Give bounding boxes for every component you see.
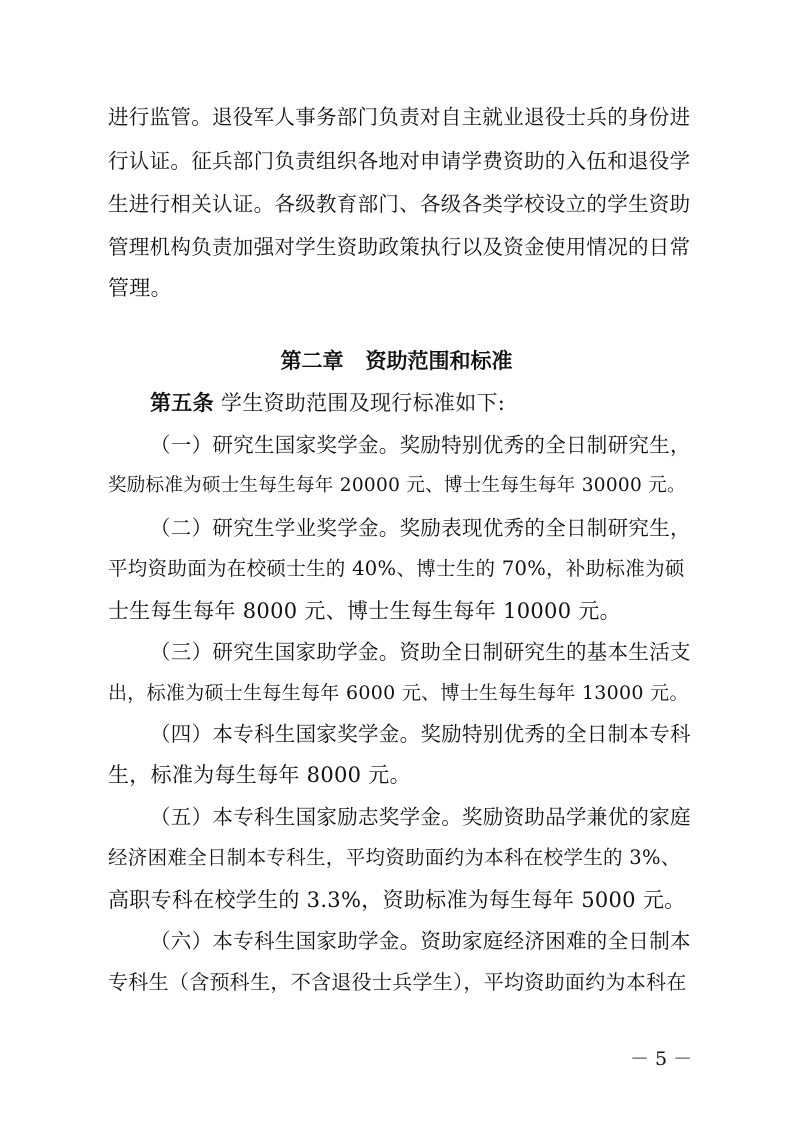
item-line: （五）本专科生国家励志奖学金。奖励资助品学兼优的家庭 (150, 805, 691, 829)
body-line: 行认证。征兵部门负责组织各地对申请学费资助的入伍和退役学 (108, 149, 691, 173)
item-line: 生，标准为每生每年 8000 元。 (108, 763, 411, 787)
item-line: 士生每生每年 8000 元、博士生每生每年 10000 元。 (108, 599, 621, 623)
chapter-number: 第二章 (280, 349, 344, 373)
chapter-heading (0, 346, 793, 376)
body-line: 进行监管。退役军人事务部门负责对自主就业退役士兵的身份进 (108, 105, 691, 129)
item-line: 奖励标准为硕士生每生每年 20000 元、博士生每生每年 30000 元。 (108, 475, 686, 496)
item-line: （六）本专科生国家助学金。资助家庭经济困难的全日制本 (150, 929, 691, 953)
article-text: 学生资助范围及现行标准如下: (220, 391, 506, 415)
article-label: 第五条 (150, 391, 214, 415)
item-line: （四）本专科生国家奖学金。奖励特别优秀的全日制本专科 (150, 722, 691, 746)
item-line: （二）研究生学业奖学金。奖励表现优秀的全日制研究生， (150, 516, 691, 540)
item-line: 平均资助面为在校硕士生的 40%、博士生的 70%，补助标准为硕 (108, 557, 685, 580)
body-line: 管理。 (108, 276, 172, 300)
body-line: 管理机构负责加强对学生资助政策执行以及资金使用情况的日常 (108, 235, 691, 259)
chapter-title: 资助范围和标准 (365, 349, 513, 373)
item-line: 专科生（含预科生，不含退役士兵学生），平均资助面约为本科在 (108, 970, 687, 994)
item-line: （三）研究生国家助学金。资助全日制研究生的基本生活支 (150, 640, 691, 664)
page-number: － 5 － (630, 1048, 693, 1070)
item-line: 出，标准为硕士生每生每年 6000 元、博士生每生每年 13000 元。 (108, 682, 689, 704)
body-line: 生进行相关认证。各级教育部门、各级各类学校设立的学生资助 (108, 192, 691, 216)
article-line (150, 388, 505, 418)
item-line: 高职专科在校学生的 3.3%，资助标准为每生每年 5000 元。 (108, 888, 686, 912)
item-line: （一）研究生国家奖学金。奖励特别优秀的全日制研究生， (150, 433, 691, 457)
item-line: 经济困难全日制本专科生，平均资助面约为本科在校学生的 3%、 (108, 846, 681, 869)
